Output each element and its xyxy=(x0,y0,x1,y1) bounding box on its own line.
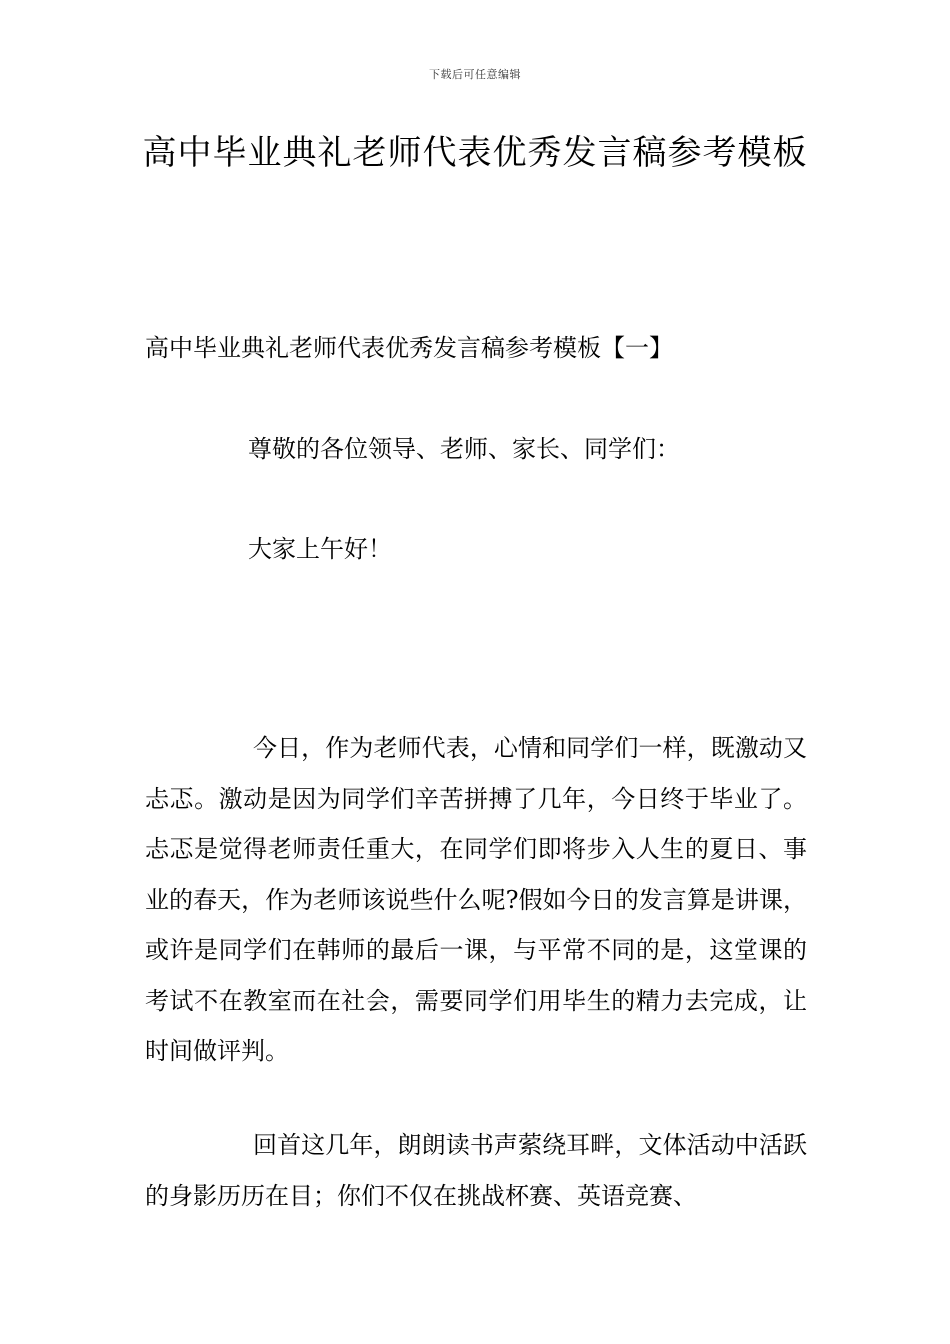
body-paragraph-1: 今日，作为老师代表，心情和同学们一样，既激动又忐忑。激动是因为同学们辛苦拼搏了几年，今日终于毕业了。忐忑是觉得老师责任重大，在同学们即将步入人生的夏日、事业的春天，作为老师该说些什么呢?假如今日的发言算是讲课，或许是同学们在韩师的最后一课，与平常不同的是，这堂课的考试不在教室而在社会，需要同学们用毕生的精力去完成，让时间做评判。 xyxy=(145,734,807,1065)
document-title: 高中毕业典礼老师代表优秀发言稿参考模板 xyxy=(142,133,808,173)
salutation-good-morning: 大家上午好！ xyxy=(248,535,392,563)
body-paragraph-2: 回首这几年，朗朗读书声萦绕耳畔，文体活动中活跃的身影历历在目；你们不仅在挑战杯赛、英语竞赛、 xyxy=(145,1131,807,1210)
section-heading: 高中毕业典礼老师代表优秀发言稿参考模板【一】 xyxy=(145,334,673,362)
salutation-greeting: 尊敬的各位领导、老师、家长、同学们： xyxy=(248,435,680,463)
header-note: 下载后可任意编辑 xyxy=(429,68,521,81)
